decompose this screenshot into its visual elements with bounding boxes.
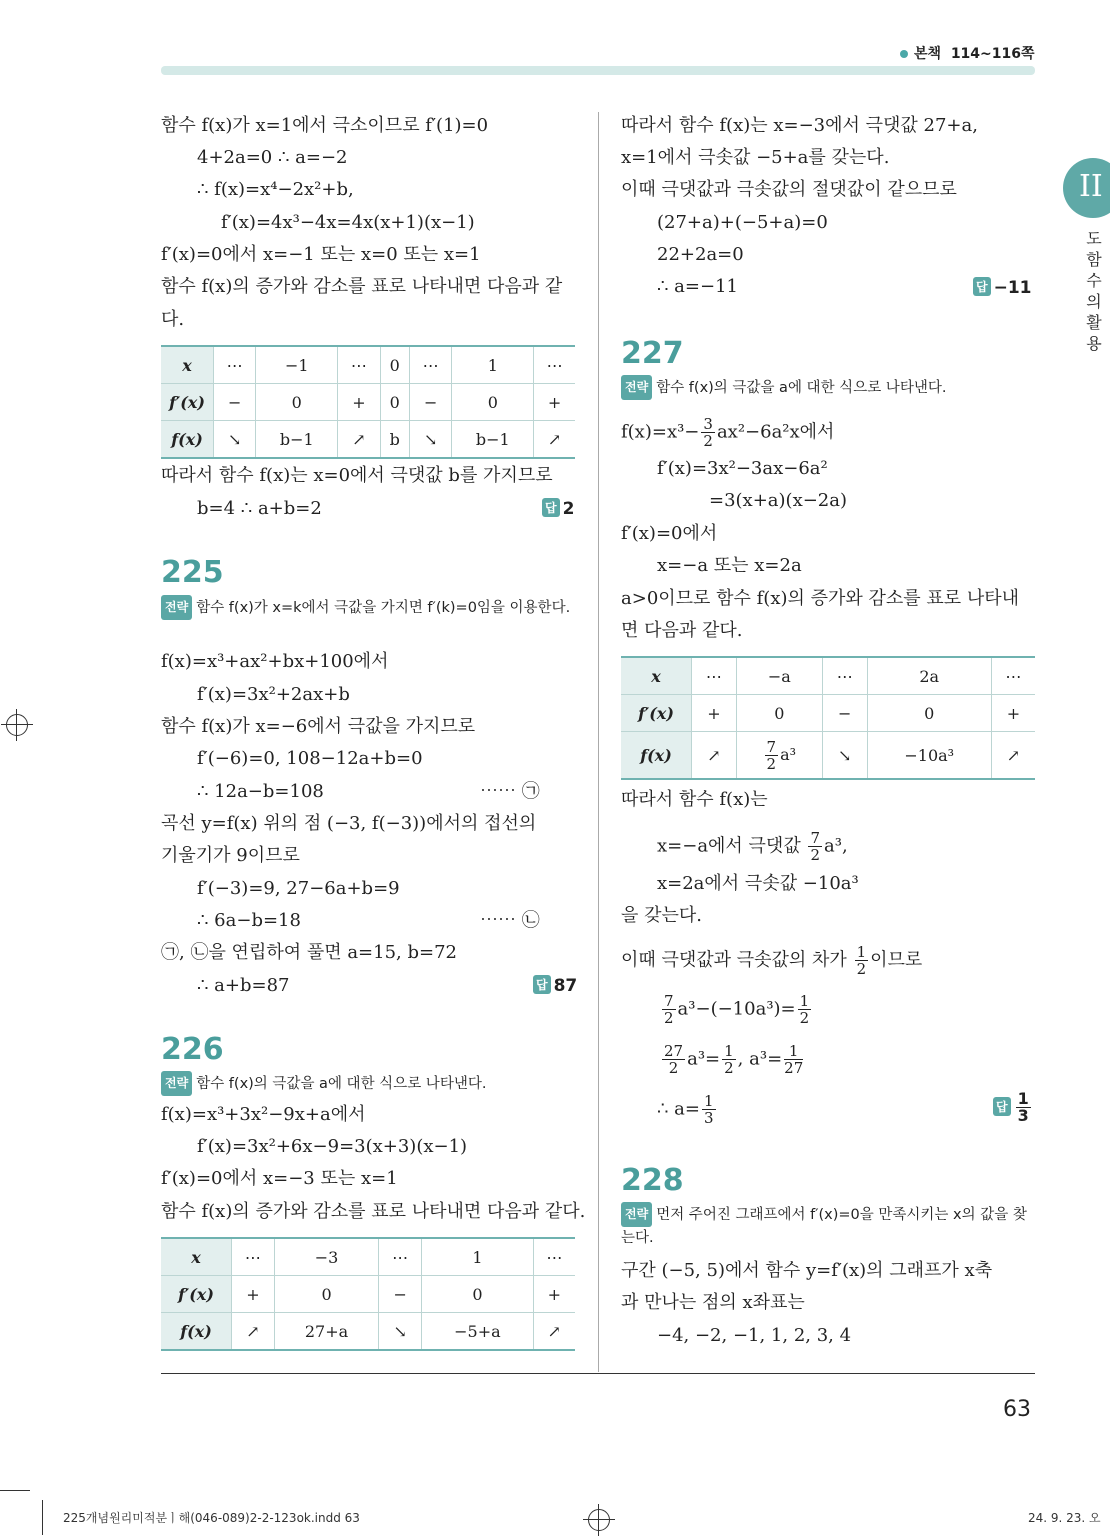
text-line: 함수 f(x)가 x=1에서 극소이므로 f′(1)=0 [161,115,489,136]
table-cell: − [410,384,452,421]
table-cell: 0 [452,384,534,421]
table-cell: 0 [380,384,409,421]
text-line: ∴ 12a−b=108 [197,781,324,802]
crop-mark [42,1500,43,1535]
text-line: f′(x)=4x³−4x=4x(x+1)(x−1) [221,212,475,233]
strategy-225: 전략 함수 f(x)가 x=k에서 극값을 가지면 f′(k)=0임을 이용한다. [161,595,576,620]
text-line: ∴ f(x)=x⁴−2x²+b, [197,179,354,200]
table-cell: x [621,657,692,695]
text-line: −4, −2, −1, 1, 2, 3, 4 [657,1325,852,1346]
text-line: f′(x)=3x²+6x−9=3(x+3)(x−1) [197,1136,468,1157]
table-cell: ⋯ [534,346,575,384]
text-line: f′(x)=0에서 [621,523,718,544]
table-cell: ⋯ [232,1238,275,1276]
sign-table-226 [161,1237,575,1351]
text-line: 구간 (−5, 5)에서 함수 y=f′(x)의 그래프가 x축 [621,1260,993,1281]
table-cell: f′(x) [161,384,214,421]
problem-number-227: 227 [621,336,684,371]
table-cell: ⋯ [692,657,737,695]
header-breadcrumb: 본책 114~116쪽 [900,43,1035,63]
table-cell: −a [736,657,822,695]
table-cell: + [991,695,1035,732]
text-line: x=1에서 극솟값 −5+a를 갖는다. [621,147,890,168]
text-line: f′(−6)=0, 108−12a+b=0 [197,748,423,769]
table-cell: ↘ [379,1313,422,1351]
problem-number-228: 228 [621,1163,684,1198]
text-line: 4+2a=0 ∴ a=−2 [197,147,348,168]
strategy-226: 전략 함수 f(x)의 극값을 a에 대한 식으로 나타낸다. [161,1071,576,1096]
table-cell: + [534,384,575,421]
table-cell: f′(x) [161,1276,232,1313]
table-cell: ↗ [338,421,380,459]
answer-225: 답 87 [533,975,577,996]
text-line: f′(x)=0에서 x=−3 또는 x=1 [161,1168,398,1189]
registration-mark-icon [588,1509,610,1531]
text-line: b=4 ∴ a+b=2 [197,498,322,519]
table-cell: ⋯ [822,657,867,695]
text-line: x=2a에서 극솟값 −10a³ [657,873,859,894]
text-line: x=−a에서 극댓값 $\frac{7}{2}$ a³, [657,829,848,864]
table-cell: 1 [422,1238,534,1276]
sign-table-224 [161,345,575,459]
text-line: 함수 f(x)가 x=−6에서 극값을 가지므로 [161,716,476,737]
table-cell: 0 [256,384,338,421]
text-line: 따라서 함수 f(x)는 [621,789,768,810]
crop-mark [0,1490,30,1491]
table-cell: + [533,1276,575,1313]
text-line: 곡선 y=f(x) 위의 점 (−3, f(−3))에서의 접선의 [161,813,537,834]
bullet-icon [900,50,908,58]
text-line: 따라서 함수 f(x)는 x=−3에서 극댓값 27+a, [621,115,978,136]
text-line: 다. [161,309,185,330]
table-cell: ⋯ [338,346,380,384]
equation-line: $\frac{7}{2}$ a³−(−10a³)= $\frac{1}{2}$ [664,992,810,1027]
text-line: f′(x)=3x²−3ax−6a² [657,458,828,479]
table-cell: ↗ [232,1313,275,1351]
chapter-tab: II [1063,158,1110,218]
table-cell: ↗ [533,1313,575,1351]
text-line: a>0이므로 함수 f(x)의 증가와 감소를 표로 나타내 [621,588,1020,609]
strategy-227: 전략 함수 f(x)의 극값을 a에 대한 식으로 나타낸다. [621,375,1036,400]
equation-mark: ⋯⋯ ㉡ [480,910,540,931]
footer-file: 225개념원리미적분ㅣ해(046-089)2-2-123ok.indd 63 [63,1511,360,1525]
problem-number-226: 226 [161,1032,224,1067]
answer-227: 답 $\frac{1}{3}$ [993,1091,1033,1124]
strategy-228: 전략 먼저 주어진 그래프에서 f′(x)=0을 만족시키는 x의 값을 찾는다. [621,1202,1036,1250]
table-cell: 0 [422,1276,534,1313]
text-line: f′(−3)=9, 27−6a+b=9 [197,878,400,899]
text-line: f′(x)=3x²+2ax+b [197,684,350,705]
table-cell: 0 [380,346,409,384]
table-cell: 27+a [274,1313,378,1351]
text-line: x=−a 또는 x=2a [657,555,802,576]
text-line: f(x)=x³+ax²+bx+100에서 [161,651,389,672]
text-line: 따라서 함수 f(x)는 x=0에서 극댓값 b를 가지므로 [161,465,553,486]
table-cell: f(x) [161,421,214,459]
table-cell: b [380,421,409,459]
text-line: (27+a)+(−5+a)=0 [657,212,828,233]
text-line: 과 만나는 점의 x좌표는 [621,1292,805,1313]
text-line: ∴ 6a−b=18 [197,910,301,931]
registration-mark-icon [6,714,28,736]
table-cell: b−1 [256,421,338,459]
text-line: =3(x+a)(x−2a) [709,490,848,511]
text-line: 22+2a=0 [657,244,744,265]
text-line: f(x)=x³− $\frac{3}{2}$ ax²−6a²x에서 [621,415,835,450]
table-cell: f′(x) [621,695,692,732]
table-cell: −10a³ [867,732,991,780]
table-cell: 1 [452,346,534,384]
table-cell: + [232,1276,275,1313]
page-number: 63 [1003,1397,1031,1422]
text-line: 기울기가 9이므로 [161,845,300,866]
text-line: 함수 f(x)의 증가와 감소를 표로 나타내면 다음과 같다. [161,1201,586,1222]
text-line: f(x)=x³+3x²−9x+a에서 [161,1104,366,1125]
table-cell: + [692,695,737,732]
column-divider [598,112,599,1372]
table-cell: ↗ [534,421,575,459]
bottom-rule [161,1373,1035,1374]
table-cell: + [338,384,380,421]
table-cell: ⋯ [410,346,452,384]
table-cell: ↗ [991,732,1035,780]
table-cell: − [822,695,867,732]
table-cell: ⋯ [533,1238,575,1276]
table-cell: x [161,1238,232,1276]
table-cell: −1 [256,346,338,384]
text-line: 함수 f(x)의 증가와 감소를 표로 나타내면 다음과 같 [161,276,563,297]
table-cell: x [161,346,214,384]
table-cell: ↘ [214,421,256,459]
table-cell: − [214,384,256,421]
text-line: 이때 극댓값과 극솟값의 차가 $\frac{1}{2}$ 이므로 [621,943,923,978]
table-cell: − [379,1276,422,1313]
table-cell: f(x) [161,1313,232,1351]
table-cell: −5+a [422,1313,534,1351]
table-cell: ↗ [692,732,737,780]
chapter-title: 도함수의 활용 [1086,229,1102,353]
text-line: ∴ a=−11 [657,276,738,297]
table-cell: f(x) [621,732,692,780]
text-line: 이때 극댓값과 극솟값의 절댓값이 같으므로 [621,179,957,200]
table-cell: $\frac{7}{2}$ a³ [736,732,822,780]
header-bar [161,66,1035,75]
table-cell: ⋯ [379,1238,422,1276]
problem-number-225: 225 [161,555,224,590]
footer-date: 24. 9. 23. 오 [1028,1511,1101,1525]
table-cell: ↘ [822,732,867,780]
equation-line: $\frac{27}{2}$ a³= $\frac{1}{2}$ , a³= $\frac{1}{27}$ [664,1042,804,1077]
table-cell: ↘ [410,421,452,459]
table-cell: 0 [736,695,822,732]
table-cell: 2a [867,657,991,695]
text-line: 면 다음과 같다. [621,620,743,641]
text-line: 을 갖는다. [621,905,702,926]
table-cell: ⋯ [991,657,1035,695]
equation-line: ∴ a= $\frac{1}{3}$ [657,1092,714,1127]
table-cell: b−1 [452,421,534,459]
text-line: ∴ a+b=87 [197,975,290,996]
answer-226: 답 −11 [973,277,1032,298]
equation-mark: ⋯⋯ ㉠ [480,781,540,802]
answer-224: 답 2 [542,498,574,519]
table-cell: ⋯ [214,346,256,384]
text-line: ㉠, ㉡을 연립하여 풀면 a=15, b=72 [161,942,457,963]
table-cell: 0 [867,695,991,732]
text-line: f′(x)=0에서 x=−1 또는 x=0 또는 x=1 [161,244,481,265]
table-cell: 0 [274,1276,378,1313]
table-cell: −3 [274,1238,378,1276]
sign-table-227 [621,656,1035,780]
